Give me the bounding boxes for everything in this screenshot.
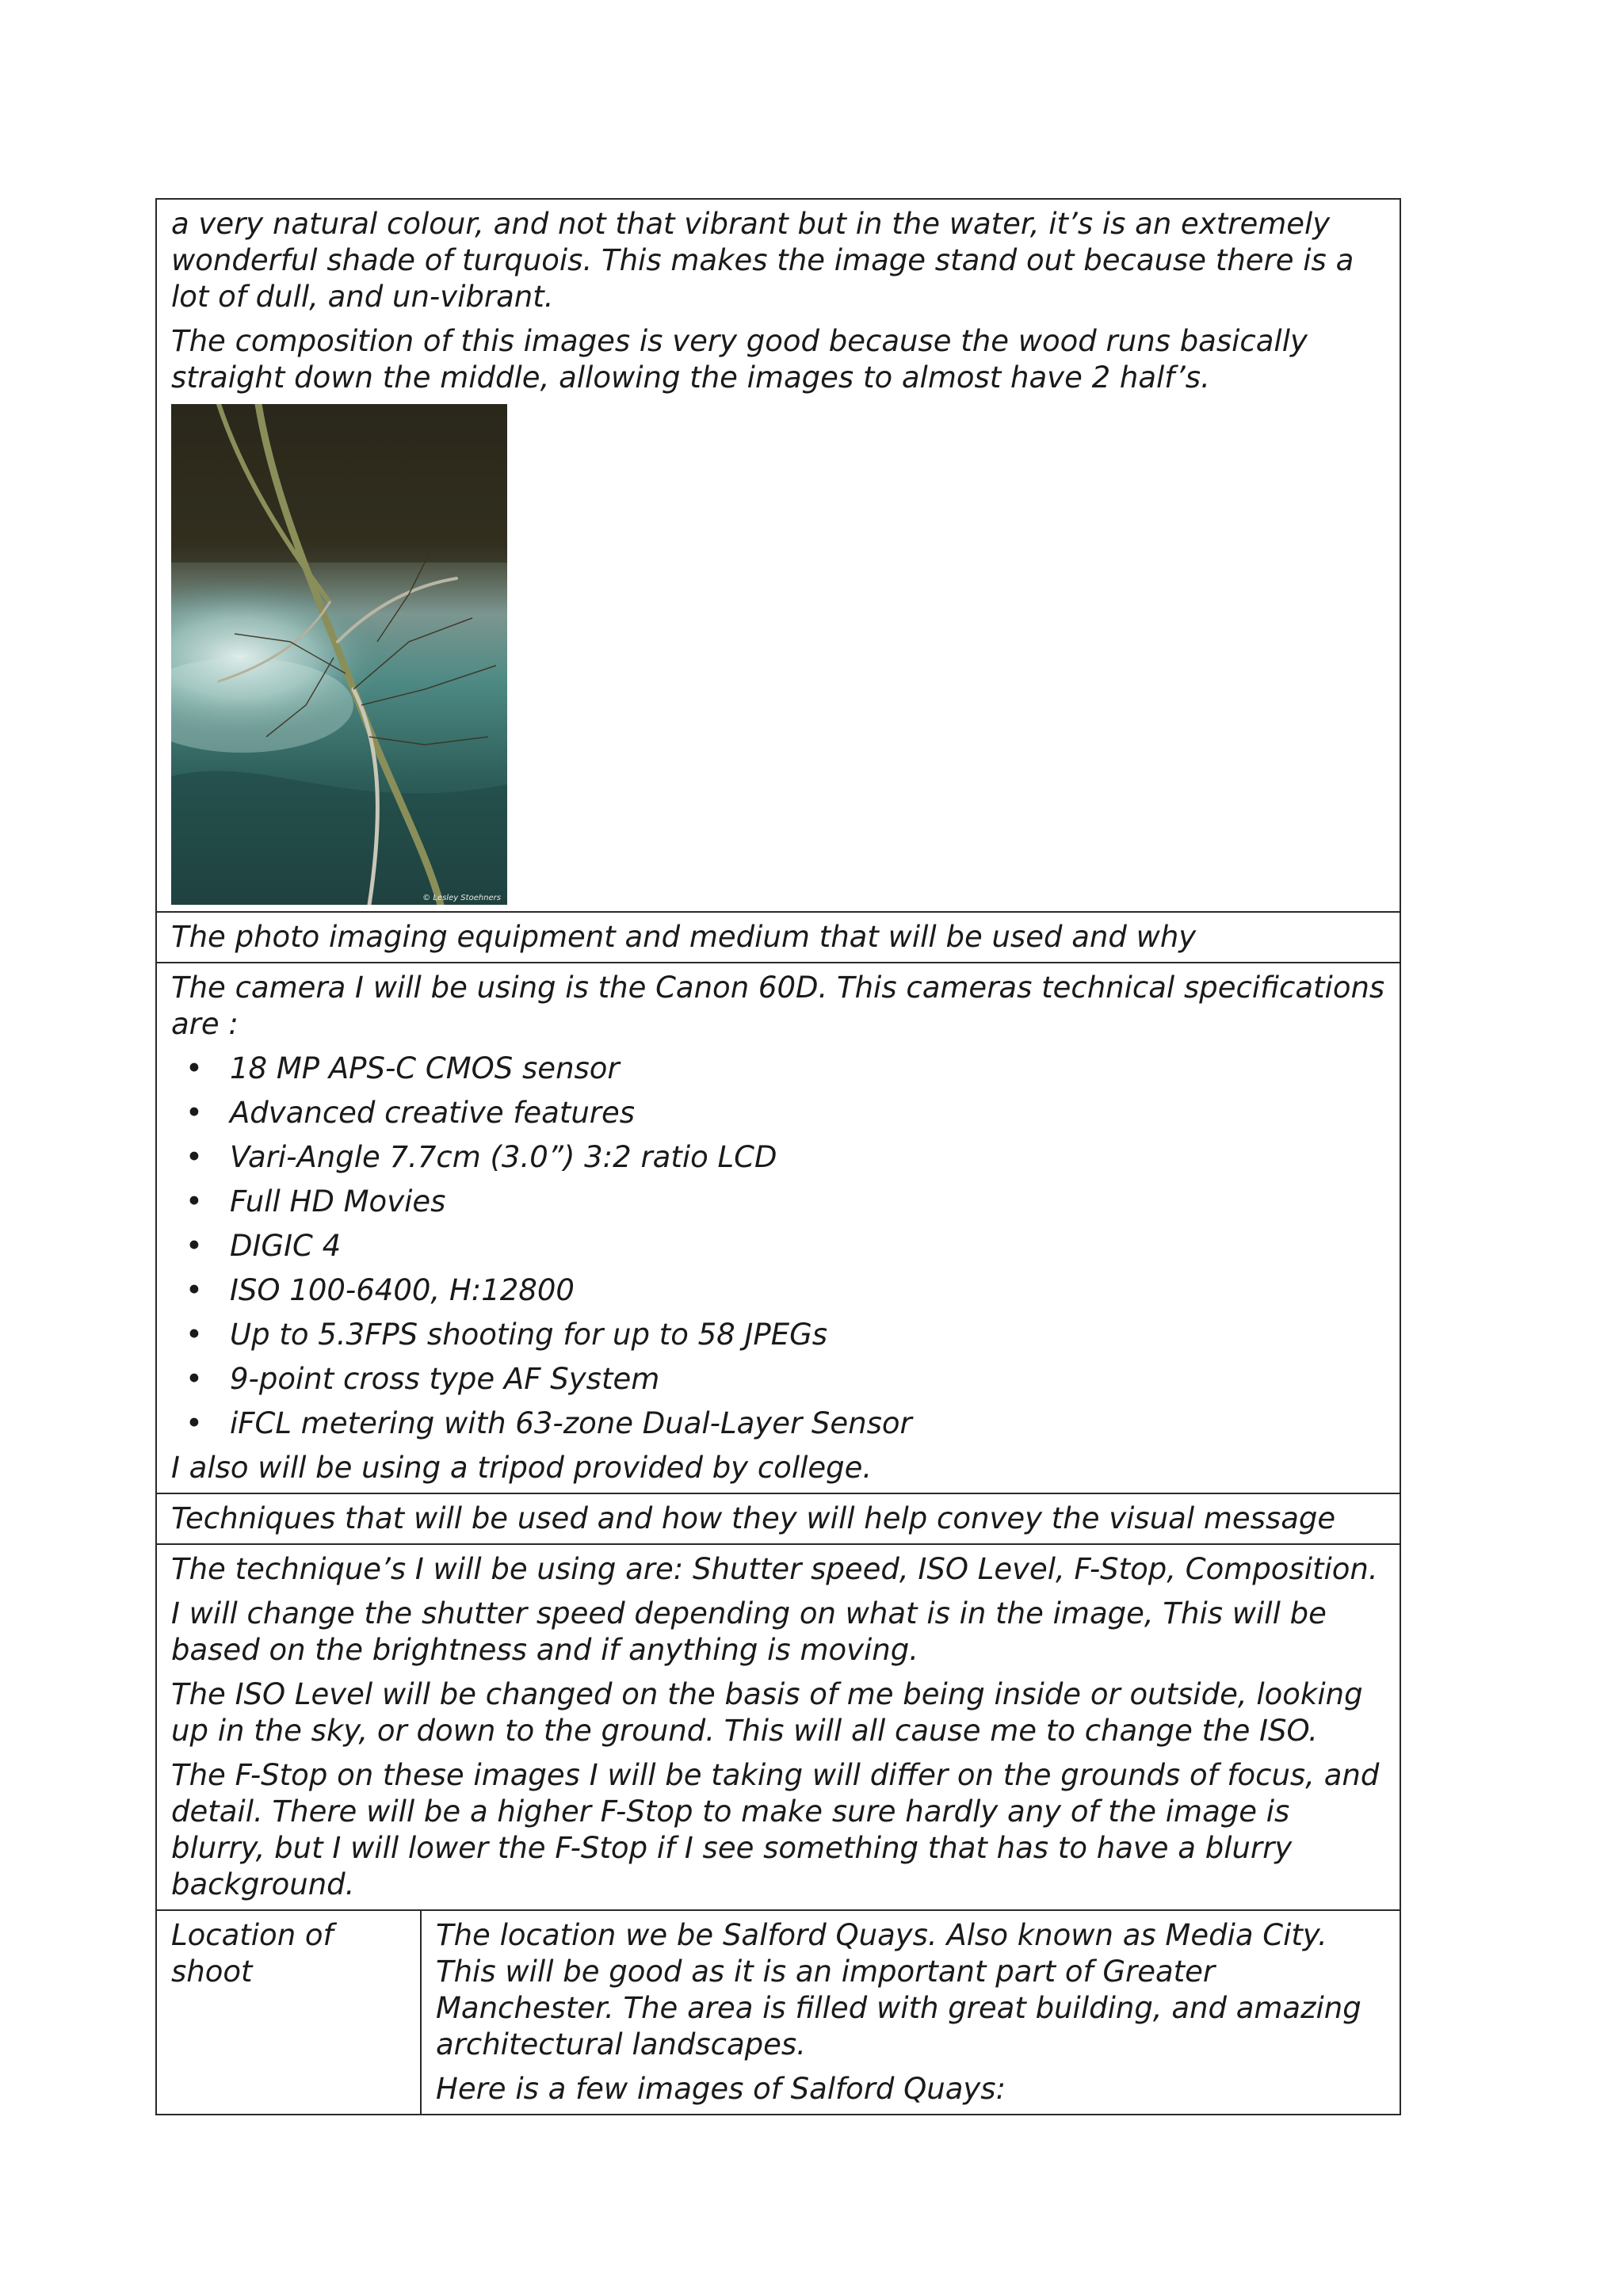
techniques-heading-row — [156, 1493, 1400, 1544]
analysis-paragraph: The composition of this images is very good because the wood runs basically straight down the middle, allowing the images to almost have 2 half’s. — [171, 324, 1308, 395]
techniques-paragraph: I will change the shutter speed depending on what is in the image, This will be based on the brightness and if anything is moving. — [171, 1596, 1327, 1667]
equipment-intro: The camera I will be using is the Canon 60D. This cameras technical specifications are : — [171, 971, 1385, 1041]
equipment-heading: The photo imaging equipment and medium that will be used and why — [156, 912, 1400, 963]
image-analysis-cell — [156, 199, 1400, 912]
spec-item: • 9-point cross type AF System — [185, 1362, 660, 1396]
techniques-paragraph: The ISO Level will be changed on the basis of me being inside or outside, looking up in the sky, or down to the ground. This will all cause me to change the ISO. — [171, 1677, 1363, 1748]
document-table — [155, 198, 1401, 2115]
techniques-body — [156, 1544, 1400, 1910]
spec-item: • Up to 5.3FPS shooting for up to 58 JPEGs — [185, 1318, 828, 1352]
location-paragraph: The location we be Salford Quays. Also known as Media City. This will be good as it is an important part of Greater Manchester. The area is filled with great building, and amazing architectural landscapes. — [436, 1918, 1361, 2061]
spec-item: • iFCL metering with 63-zone Dual-Layer Sensor — [185, 1406, 912, 1440]
location-body — [421, 1910, 1400, 2115]
bullet-icon: • — [185, 1406, 203, 1440]
spec-item: • 18 MP APS-C CMOS sensor — [185, 1051, 620, 1085]
bullet-icon: • — [185, 1096, 203, 1130]
equipment-body-row — [156, 963, 1400, 1493]
spec-item: • Full HD Movies — [185, 1184, 446, 1219]
bullet-icon: • — [185, 1362, 203, 1396]
bullet-icon: • — [185, 1051, 203, 1085]
equipment-heading-row — [156, 912, 1400, 963]
location-label: Location of shoot — [156, 1910, 421, 2115]
camera-spec-list — [171, 1051, 1385, 1442]
bullet-icon: • — [185, 1273, 203, 1307]
photo-credit: © Lesley Stoehners — [422, 894, 501, 902]
image-analysis-row — [156, 199, 1400, 912]
spec-item: • Advanced creative features — [185, 1096, 636, 1130]
equipment-body — [156, 963, 1400, 1493]
techniques-heading: Techniques that will be used and how they will help convey the visual message — [156, 1493, 1400, 1544]
spec-item: • DIGIC 4 — [185, 1229, 342, 1263]
equipment-closing: I also will be using a tripod provided by college. — [171, 1451, 873, 1485]
waterfall-photo — [171, 404, 507, 905]
bullet-icon: • — [185, 1184, 203, 1219]
analysis-paragraph: a very natural colour, and not that vibrant but in the water, it’s is an extremely wonderful shade of turquois. This makes the image stand out because there is a lot of dull, and un-vibrant. — [171, 207, 1354, 314]
spec-item: • Vari-Angle 7.7cm (3.0”) 3:2 ratio LCD — [185, 1140, 777, 1174]
location-row — [156, 1910, 1400, 2115]
waterfall-branches-image — [171, 404, 507, 905]
bullet-icon: • — [185, 1229, 203, 1263]
bullet-icon: • — [185, 1318, 203, 1352]
techniques-body-row — [156, 1544, 1400, 1910]
techniques-paragraph: The F-Stop on these images I will be taking will differ on the grounds of focus, and detail. There will be a higher F-Stop to make sure hardly any of the image is blurry, but I will lower the F-Stop if I see something that has to have a blurry background. — [171, 1758, 1380, 1901]
location-paragraph: Here is a few images of Salford Quays: — [436, 2072, 1006, 2106]
spec-item: • ISO 100-6400, H:12800 — [185, 1273, 575, 1307]
bullet-icon: • — [185, 1140, 203, 1174]
techniques-paragraph: The technique’s I will be using are: Shutter speed, ISO Level, F-Stop, Composition. — [171, 1552, 1378, 1586]
